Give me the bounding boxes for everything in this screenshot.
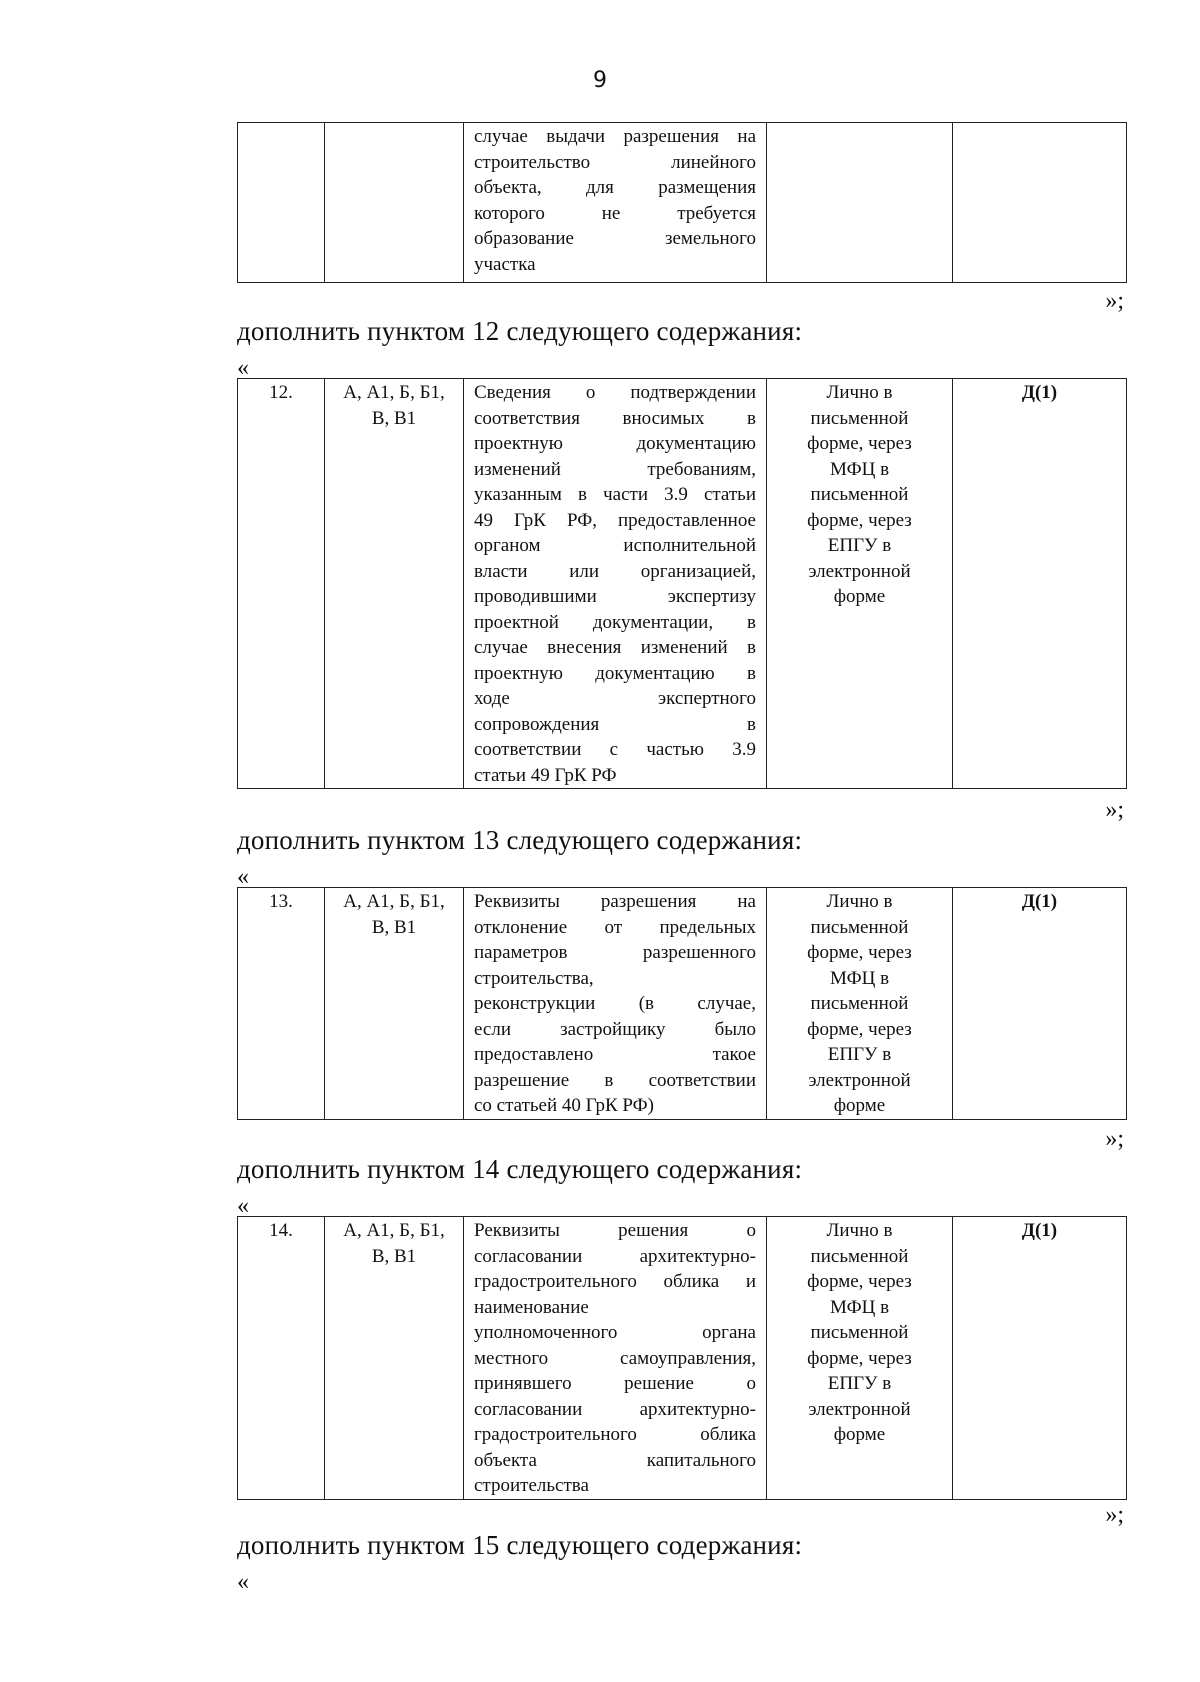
text-line: которого не требуется [474, 202, 756, 224]
text-line: электронной [808, 1398, 911, 1420]
table-item-13 [237, 887, 1127, 1120]
text-line: электронной [808, 560, 911, 582]
table-row [238, 1217, 1127, 1500]
text-line: образование земельного [474, 228, 756, 249]
instruction-item-15: дополнить пунктом 15 следующего содержания: [237, 1530, 803, 1560]
text-line: МФЦ в [829, 458, 890, 480]
text-line: предоставлено такое [474, 1044, 756, 1065]
description-cell [464, 379, 767, 789]
text-line: ЕПГУ в [827, 1044, 892, 1065]
document-code-cell: Д(1) [953, 379, 1127, 789]
text-line: если застройщику было [474, 1018, 756, 1040]
text-line: Лично в [826, 1220, 893, 1241]
page-number: 9 [593, 68, 607, 93]
row-number-cell: 12. [238, 379, 325, 789]
text-line: случае выдачи разрешения на [474, 126, 756, 147]
text-line: строительство линейного [474, 151, 756, 173]
text-line: письменной [810, 993, 909, 1014]
row-number-cell: 14. [238, 1217, 325, 1500]
text-line: проводившими экспертизу [474, 586, 756, 607]
instruction-item-12: дополнить пунктом 12 следующего содержания: [237, 316, 803, 346]
document-code-cell: Д(1) [953, 888, 1127, 1120]
text-line: ЕПГУ в [827, 1373, 892, 1394]
text-line: параметров разрешенного [474, 942, 756, 963]
close-quote: »; [1105, 1126, 1124, 1152]
open-quote: « [237, 1569, 249, 1595]
text-line: электронной [808, 1069, 911, 1091]
text-line: А, А1, Б, Б1, [343, 891, 445, 912]
text-line: ЕПГУ в [827, 535, 892, 556]
text-line: проектной документации, в [474, 611, 756, 633]
text-line: случае внесения изменений в [474, 637, 756, 658]
text-line: форме [833, 586, 886, 607]
applicant-codes-cell [325, 1217, 464, 1500]
row-number-cell: 13. [238, 888, 325, 1120]
description-cell [464, 1217, 767, 1500]
text-line: согласовании архитектурно- [474, 1398, 756, 1420]
text-line: градостроительного облика и [474, 1271, 756, 1292]
instruction-item-13: дополнить пунктом 13 следующего содержания: [237, 825, 803, 855]
text-line: форме, через [807, 942, 912, 963]
open-quote: « [237, 864, 249, 890]
close-quote: »; [1105, 1502, 1124, 1528]
text-line: В, В1 [371, 407, 417, 429]
text-line: указанным в части 3.9 статьи [474, 484, 756, 505]
text-line: Лично в [826, 891, 893, 912]
text-line: форме, через [807, 509, 912, 531]
submission-method-cell [767, 123, 953, 283]
text-line: А, А1, Б, Б1, [343, 1220, 445, 1241]
text-line: отклонение от предельных [474, 916, 756, 938]
text-line: объекта капитального [474, 1449, 756, 1471]
text-line: уполномоченного органа [474, 1322, 756, 1343]
row-number-cell [238, 123, 325, 283]
table-item-12 [237, 378, 1127, 789]
text-line: сопровождения в [474, 713, 756, 735]
text-line: градостроительного облика [474, 1424, 756, 1445]
text-line: Реквизиты решения о [474, 1220, 756, 1241]
text-line: Реквизиты разрешения на [474, 891, 756, 912]
continuation-table [237, 122, 1127, 283]
text-line: письменной [810, 484, 909, 505]
text-line: форме [833, 1095, 886, 1116]
text-line: письменной [810, 916, 909, 938]
submission-method-cell [767, 888, 953, 1120]
text-line: ходе экспертного [474, 688, 756, 709]
text-line: МФЦ в [829, 967, 890, 989]
open-quote: « [237, 1193, 249, 1219]
text-line: строительства [474, 1475, 589, 1496]
text-line: разрешение в соответствии [474, 1069, 756, 1091]
text-line: участка [474, 253, 536, 275]
text-line: проектную документацию [474, 433, 756, 454]
text-line: письменной [810, 1245, 909, 1267]
text-line: 49 ГрК РФ, предоставленное [474, 509, 756, 531]
text-line: соответствия вносимых в [474, 407, 756, 429]
text-line: А, А1, Б, Б1, [343, 382, 445, 403]
table-row [238, 379, 1127, 789]
text-line: форме, через [807, 433, 912, 454]
text-line: Лично в [826, 382, 893, 403]
instruction-item-14: дополнить пунктом 14 следующего содержания: [237, 1154, 803, 1184]
applicant-codes-cell [325, 888, 464, 1120]
text-line: изменений требованиям, [474, 458, 756, 480]
text-line: органом исполнительной [474, 535, 756, 556]
description-cell [464, 123, 767, 283]
text-line: объекта, для размещения [474, 177, 756, 198]
table-row [238, 123, 1127, 283]
text-line: В, В1 [371, 916, 417, 938]
text-line: форме, через [807, 1018, 912, 1040]
submission-method-cell [767, 1217, 953, 1500]
text-line: реконструкции (в случае, [474, 993, 756, 1014]
table-item-14 [237, 1216, 1127, 1500]
text-line: власти или организацией, [474, 560, 756, 582]
document-code-cell: Д(1) [953, 1217, 1127, 1500]
text-line: соответствии с частью 3.9 [474, 739, 756, 760]
close-quote: »; [1105, 797, 1124, 823]
submission-method-cell [767, 379, 953, 789]
applicant-codes-cell [325, 379, 464, 789]
text-line: проектную документацию в [474, 662, 756, 684]
text-line: со статьей 40 ГрК РФ) [474, 1095, 654, 1116]
text-line: форме [833, 1424, 886, 1445]
text-line: согласовании архитектурно- [474, 1245, 756, 1267]
text-line: строительства, [474, 967, 594, 989]
text-line: форме, через [807, 1347, 912, 1369]
text-line: принявшего решение о [474, 1373, 756, 1394]
text-line: форме, через [807, 1271, 912, 1292]
open-quote: « [237, 355, 249, 381]
text-line: МФЦ в [829, 1296, 890, 1318]
text-line: письменной [810, 1322, 909, 1343]
document-code-cell [953, 123, 1127, 283]
text-line: статьи 49 ГрК РФ [474, 764, 617, 786]
text-line: наименование [474, 1296, 589, 1318]
text-line: В, В1 [371, 1245, 417, 1267]
close-quote: »; [1105, 288, 1124, 314]
table-row [238, 888, 1127, 1120]
description-cell [464, 888, 767, 1120]
text-line: письменной [810, 407, 909, 429]
text-line: Сведения о подтверждении [474, 382, 756, 403]
applicant-codes-cell [325, 123, 464, 283]
text-line: местного самоуправления, [474, 1347, 756, 1369]
